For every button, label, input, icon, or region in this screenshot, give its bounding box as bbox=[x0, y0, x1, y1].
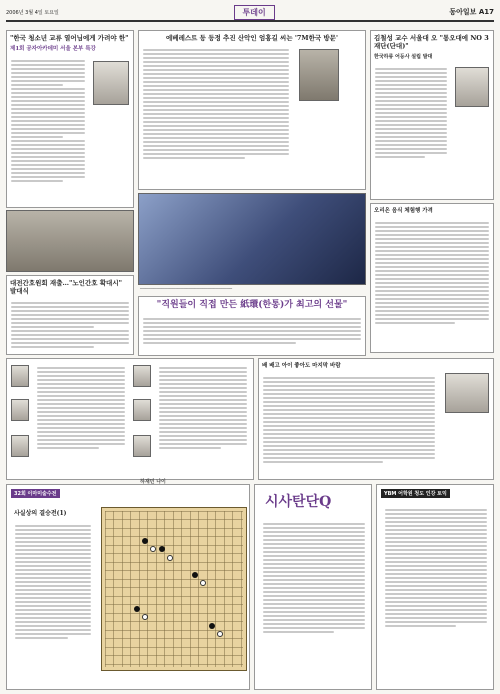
article-professor bbox=[370, 30, 494, 200]
profile-photo-1 bbox=[11, 365, 29, 387]
profile-photo-4 bbox=[133, 365, 151, 387]
article-orion-body bbox=[371, 218, 493, 328]
service-staff-photo bbox=[138, 193, 366, 285]
article-confucius bbox=[6, 30, 134, 208]
article-nurses-body bbox=[7, 298, 133, 352]
ybm-ad-body bbox=[381, 505, 491, 631]
page-header bbox=[6, 4, 494, 22]
article-orion-headline: 오리온 음식 체험행 가격 bbox=[374, 208, 433, 214]
article-everest-headline: 에베레스트 등 등정 추진 산악인 엄홍길 씨는 '7M한국 방문' bbox=[166, 34, 338, 42]
go-text-left bbox=[11, 521, 95, 643]
article-confucius-headline: "한국 청소년 교류 열어님에게 가려야 한" bbox=[10, 34, 129, 42]
profiles-text-right bbox=[155, 363, 251, 453]
article-everest-body bbox=[139, 45, 293, 163]
article-professor-sub: 한국하류 어등사 설립 발대 bbox=[374, 54, 433, 60]
article-gift-headline: "직원들이 직접 만든 紙環(한통)가 최고의 선물" bbox=[156, 300, 348, 310]
article-gift-body bbox=[139, 314, 365, 348]
ybm-ad-title: YBM 어학원 청도 인강 토익 bbox=[381, 489, 450, 498]
go-title: 32회 이마미술수전 bbox=[11, 489, 60, 498]
article-everest bbox=[138, 30, 366, 190]
service-photo-caption: ────────────────────────────────── bbox=[140, 287, 233, 292]
article-village-body bbox=[259, 373, 439, 467]
profile-photo-3 bbox=[11, 435, 29, 457]
article-everest-photo bbox=[299, 49, 339, 101]
section-title: 투데이 bbox=[234, 5, 275, 20]
article-confucius-photo bbox=[93, 61, 129, 105]
profile-photo-6 bbox=[133, 435, 151, 457]
profiles-section bbox=[6, 358, 254, 480]
quiz-ad bbox=[254, 484, 372, 690]
go-board-icon bbox=[101, 507, 247, 671]
article-village bbox=[258, 358, 494, 480]
article-professor-photo bbox=[455, 67, 489, 107]
quiz-ad-body bbox=[259, 519, 369, 637]
go-section bbox=[6, 484, 250, 690]
go-subtitle: 사실상의 결승전(1) bbox=[14, 510, 67, 517]
header-date: 2006년 3월 4일 토요일 bbox=[6, 9, 59, 16]
article-nurses-headline: 대전간호원회 재출…"노인간호 확대시" 발대식 bbox=[10, 279, 122, 295]
page-number: 동아일보 A17 bbox=[449, 8, 494, 16]
article-confucius-sub: 제1회 공자아카데미 서울 본부 특강 bbox=[10, 46, 96, 52]
article-gift bbox=[138, 296, 366, 356]
profile-name-caption: 하재민 나이 bbox=[140, 479, 166, 485]
article-orion bbox=[370, 203, 494, 353]
profiles-text-left bbox=[33, 363, 129, 453]
article-confucius-body bbox=[7, 56, 89, 186]
article-professor-body bbox=[371, 64, 451, 162]
article-nurses bbox=[6, 275, 134, 355]
profile-photo-5 bbox=[133, 399, 151, 421]
ybm-ad bbox=[376, 484, 494, 690]
article-village-photo bbox=[445, 373, 489, 413]
nurses-group-photo bbox=[6, 210, 134, 272]
quiz-logo-icon: 시사탄단Q bbox=[265, 494, 332, 510]
profile-photo-2 bbox=[11, 399, 29, 421]
article-village-headline: 배 배고 아이 좋아도 마지막 바람 bbox=[262, 363, 341, 369]
article-professor-headline: 김철성 교수 서울대 오 "통오대에 NO 3 재단(단대)" bbox=[374, 34, 489, 50]
